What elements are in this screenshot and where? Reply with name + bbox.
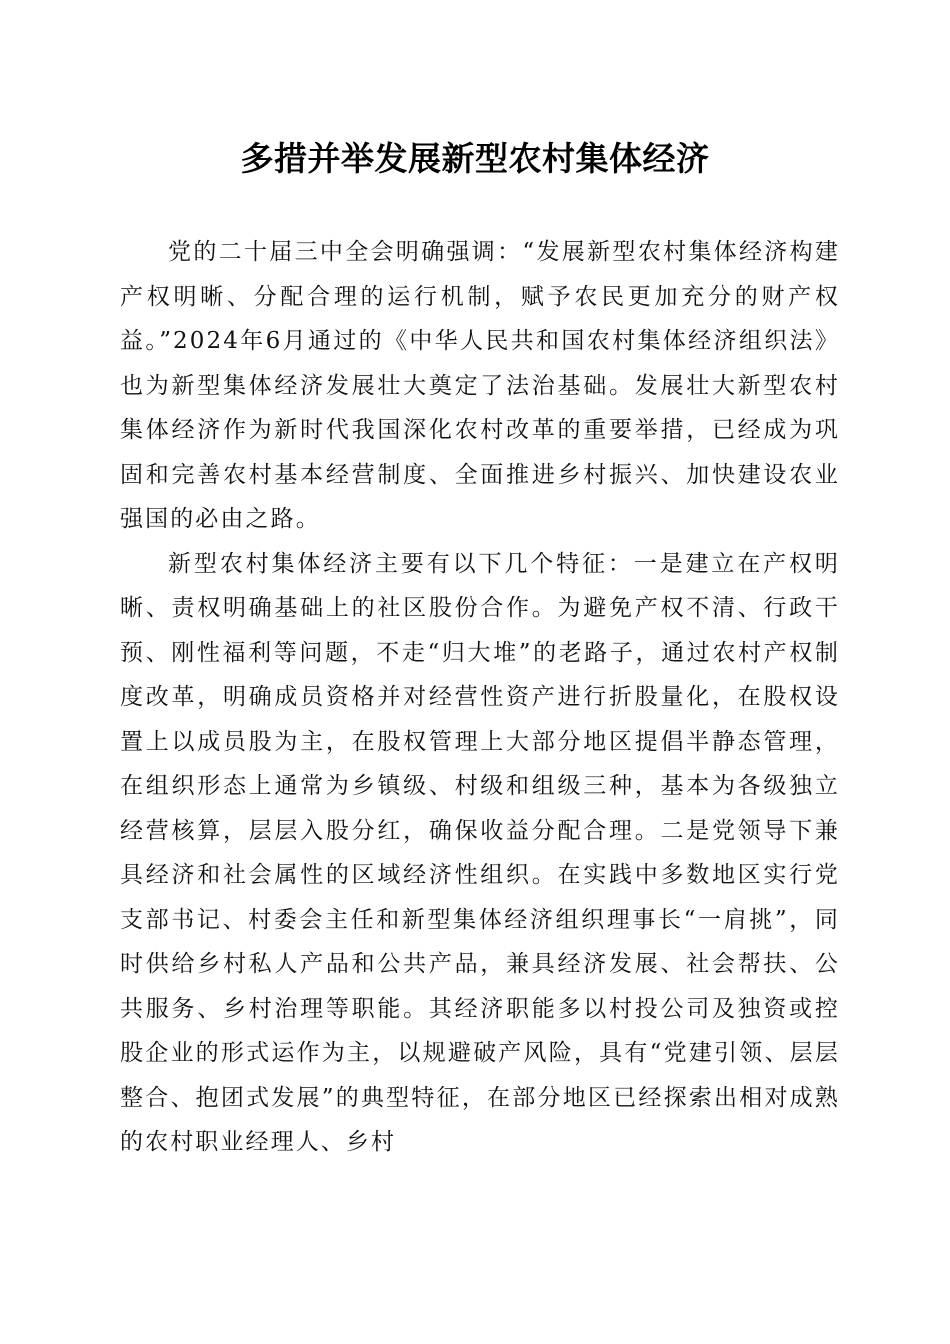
document-body <box>120 230 840 1165</box>
document-title: 多措并举发展新型农村集体经济 <box>240 139 710 178</box>
paragraph-1: 党的二十届三中全会明确强调：“发展新型农村集体经济构建产权明晰、分配合理的运行机制，赋予农民更加充分的财产权益。”2024年6月通过的《中华人民共和国农村集体经济组织法》也为新型集体经济发展壮大奠定了法治基础。发展壮大新型农村集体经济作为新时代我国深化农村改革的重要举措，已经成为巩固和完善农村基本经营制度、全面推进乡村振兴、加快建设农业强国的必由之路。 <box>120 239 840 532</box>
paragraph-2: 新型农村集体经济主要有以下几个特征：一是建立在产权明晰、责权明确基础上的社区股份合作。为避免产权不清、行政干预、刚性福利等问题，不走“归大堆”的老路子，通过农村产权制度改革，明确成员资格并对经营性资产进行折股量化，在股权设置上以成员股为主，在股权管理上大部分地区提倡半静态管理，在组织形态上通常为乡镇级、村级和组级三种，基本为各级独立经营核算，层层入股分红，确保收益分配合理。二是党领导下兼具经济和社会属性的区域经济性组织。在实践中多数地区实行党支部书记、村委会主任和新型集体经济组织理事长“一肩挑”，同时供给乡村私人产品和公共产品，兼具经济发展、社会帮扶、公共服务、乡村治理等职能。其经济职能多以村投公司及独资或控股企业的形式运作为主，以规避破产风险，具有“党建引领、层层整合、抱团式发展”的典型特征，在部分地区已经探索出相对成熟的农村职业经理人、乡村 <box>120 550 840 1155</box>
